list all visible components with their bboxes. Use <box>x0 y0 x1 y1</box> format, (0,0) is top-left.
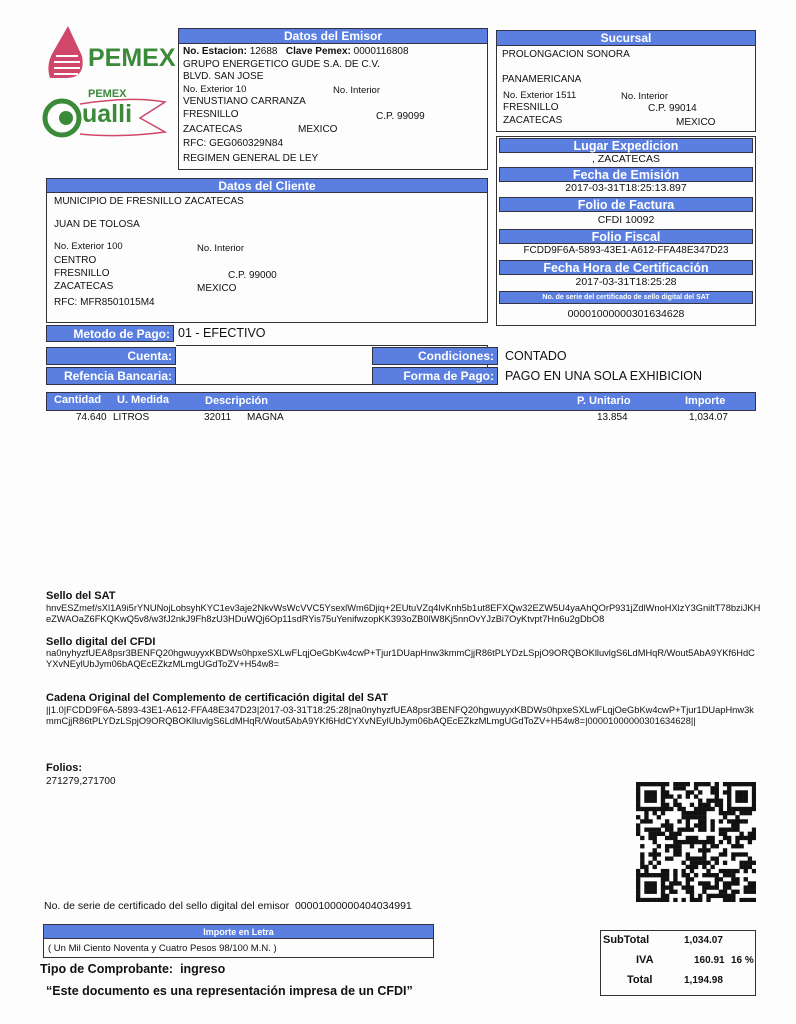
importe-letra-header: Importe en Letra <box>43 924 434 939</box>
cliente-cp: C.P. 99000 <box>228 270 277 281</box>
sucursal-calle: PROLONGACION SONORA <box>502 49 630 60</box>
sucursal-pais: MEXICO <box>676 117 716 128</box>
cliente-estado: ZACATECAS <box>54 281 114 292</box>
col-importe: Importe <box>685 395 726 407</box>
tipo-comprobante <box>40 962 225 976</box>
importe-letra-value: ( Un Mil Ciento Noventa y Cuatro Pesos 98/100 M.N. ) <box>48 943 277 954</box>
col-unidad: U. Medida <box>117 394 169 406</box>
emisor-header: Datos del Emisor <box>178 28 488 44</box>
emisor-estado: ZACATECAS <box>183 124 243 135</box>
subtotal-value: 1,034.07 <box>684 935 723 946</box>
sello-sat-value: hnvESZmef/sXl1A9i5rYNUNojLobsyhKYC1ev3aje2NkvWsWcVVC5YsexlWm6Djiq+2EUtuVZq4lvKnh5b1ut8EFXQw32EZW5U4yaAhQOrP931jZdlWnoHXlzY3GniltT78bziJKHeZWAOaZ6FKQKwQ5v8/w3fJ2nkJ9Fh8zU3HDuWQj6Op11sdRYis75uYenifwzopKK393oZB0lW8Kj5nnOvYJzBi7OyKtvpt7Hn6u2gDbO8 <box>46 603 761 624</box>
cualli-wordmark: ualli <box>82 100 133 128</box>
referencia-label: Refencia Bancaria: <box>46 367 176 385</box>
row-unidad: LITROS <box>113 412 150 423</box>
sucursal-header: Sucursal <box>496 30 756 46</box>
cadena-label: Cadena Original del Complemento de certificación digital del SAT <box>46 692 389 704</box>
row-cantidad: 74.640 <box>76 412 107 423</box>
condiciones-value: CONTADO <box>505 349 567 363</box>
qr-code-icon <box>636 782 756 902</box>
emisor-razon: GRUPO ENERGETICO GUDE S.A. DE C.V. <box>183 59 380 70</box>
lugar-header: Lugar Expedicion <box>499 138 753 153</box>
metodo-pago-value: 01 - EFECTIVO <box>178 326 266 340</box>
sucursal-interior: No. Interior <box>621 91 668 102</box>
cualli-logo <box>40 88 170 140</box>
pemex-drop-icon <box>46 26 86 78</box>
iva-rate: 16 % <box>731 955 754 966</box>
col-cantidad: Cantidad <box>54 394 102 406</box>
sucursal-estado: ZACATECAS <box>503 115 563 126</box>
pemex-wordmark: PEMEX <box>88 44 176 72</box>
emisor-pais: MEXICO <box>298 124 338 135</box>
clave-value: 0000116808 <box>353 46 409 57</box>
cliente-colonia: CENTRO <box>54 255 97 266</box>
fecha-cert-header: Fecha Hora de Certificación <box>499 260 753 275</box>
estacion-value: 12688 <box>249 46 278 57</box>
emisor-regimen: REGIMEN GENERAL DE LEY <box>183 153 319 164</box>
emisor-rfc: RFC: GEG060329N84 <box>183 138 284 149</box>
serie-emisor-label: No. de serie de certificado del sello digital del emisor <box>44 900 290 912</box>
cliente-header: Datos del Cliente <box>46 178 488 193</box>
fecha-emision-header: Fecha de Emisión <box>499 167 753 182</box>
sello-cfdi-value: na0nyhyzfUEA8psr3BENFQ20hgwuyyxKBDWs0hpxeSXLwFLqjOeGbKw4cwP+Tjur1DUapHnw3kmmCjjR86tPLYDzLSpjO9ORQBOKlluvlgS6LdMHqR/Wout5AbA9YKf6HdCYXvNEylUbJym06bAQEcEZkzMLmgUGdToZV+H54w8= <box>46 648 755 669</box>
fecha-cert-value: 2017-03-31T18:25:28 <box>575 276 677 288</box>
folios-label: Folios: <box>46 762 83 774</box>
forma-pago-label: Forma de Pago: <box>372 367 498 385</box>
row-codigo: 32011 <box>204 412 232 423</box>
cliente-pais: MEXICO <box>197 283 237 294</box>
folio-fiscal-header: Folio Fiscal <box>499 229 753 244</box>
sello-cfdi-label: Sello digital del CFDI <box>46 636 156 648</box>
total-value: 1,194.98 <box>684 975 723 986</box>
fecha-emision-value: 2017-03-31T18:25:13.897 <box>565 182 687 194</box>
total-label: Total <box>627 974 653 986</box>
cliente-ciudad: FRESNILLO <box>54 268 110 279</box>
estacion-label: No. Estacion: <box>183 46 247 57</box>
estacion-row <box>183 46 409 57</box>
lugar-value: , ZACATECAS <box>591 153 661 165</box>
sello-sat-label: Sello del SAT <box>46 590 116 602</box>
sucursal-exterior: No. Exterior 1511 <box>503 90 577 101</box>
cliente-interior: No. Interior <box>197 243 244 254</box>
cuenta-label: Cuenta: <box>46 347 176 365</box>
leyenda-cfdi: “Este documento es una representación impresa de un CFDI” <box>46 984 413 998</box>
serie-emisor-value: 00001000000404034991 <box>294 900 412 912</box>
col-descripcion: Descripción <box>205 395 268 407</box>
iva-value: 160.91 <box>694 955 725 966</box>
folios-value: 271279,271700 <box>46 776 116 787</box>
iva-label: IVA <box>636 954 654 966</box>
condiciones-label: Condiciones: <box>372 347 498 365</box>
forma-pago-value: PAGO EN UNA SOLA EXHIBICION <box>505 369 703 383</box>
row-importe: 1,034.07 <box>689 412 728 423</box>
cliente-exterior: No. Exterior 100 <box>54 241 123 252</box>
row-unitario: 13.854 <box>597 412 628 423</box>
subtotal-label: SubTotal <box>603 934 650 946</box>
pemex-logo <box>44 26 174 81</box>
tipo-label: Tipo de Comprobante: <box>40 962 174 976</box>
sucursal-ciudad: FRESNILLO <box>503 102 559 113</box>
serie-sat-header: No. de serie del certificado de sello digital del SAT <box>499 291 753 304</box>
emisor-ciudad: FRESNILLO <box>183 109 239 120</box>
emisor-cp: C.P. 99099 <box>376 111 425 122</box>
serie-emisor-row <box>44 900 412 912</box>
row-descripcion: MAGNA <box>247 412 284 423</box>
emisor-interior: No. Interior <box>333 85 380 96</box>
emisor-colonia: VENUSTIANO CARRANZA <box>183 96 306 107</box>
sucursal-colonia: PANAMERICANA <box>502 74 582 85</box>
col-unitario: P. Unitario <box>577 395 631 407</box>
clave-label: Clave Pemex: <box>285 46 351 57</box>
metodo-pago-label: Metodo de Pago: <box>46 325 174 342</box>
items-table-header <box>46 392 756 411</box>
emisor-calle: BLVD. SAN JOSE <box>183 71 264 82</box>
folio-factura-header: Folio de Factura <box>499 197 753 212</box>
folio-fiscal-value: FCDD9F6A-5893-43E1-A612-FFA48E347D23 <box>523 245 729 256</box>
emisor-exterior: No. Exterior 10 <box>183 84 247 95</box>
table-row <box>46 412 756 426</box>
cliente-calle: JUAN DE TOLOSA <box>54 219 140 230</box>
cadena-value: ||1.0|FCDD9F6A-5893-43E1-A612-FFA48E347D23|2017-03-31T18:25:28|na0nyhyzfUEA8psr3BENFQ20hgwuyyxKBDWs0hpxeSXLwFLqjOeGbKw4cwP+Tjur1DUapHnw3kmmCjjR86tPLYDzLSpjO9ORQBOKlluvlgS6LdMHqR/Wout5AbA9YKf6HdCYXvNEylUbJym06bAQEcEZkzMLmgUGdToZV+H54w8=|00001000000301634628|| <box>46 705 754 726</box>
serie-sat-value: 00001000000301634628 <box>567 308 685 320</box>
cualli-pemex-text: PEMEX <box>88 88 127 100</box>
tipo-value: ingreso <box>180 962 226 976</box>
sucursal-cp: C.P. 99014 <box>648 103 697 114</box>
folio-factura-value: CFDI 10092 <box>597 214 655 226</box>
cliente-nombre: MUNICIPIO DE FRESNILLO ZACATECAS <box>54 196 244 207</box>
cliente-rfc: RFC: MFR8501015M4 <box>54 297 155 308</box>
